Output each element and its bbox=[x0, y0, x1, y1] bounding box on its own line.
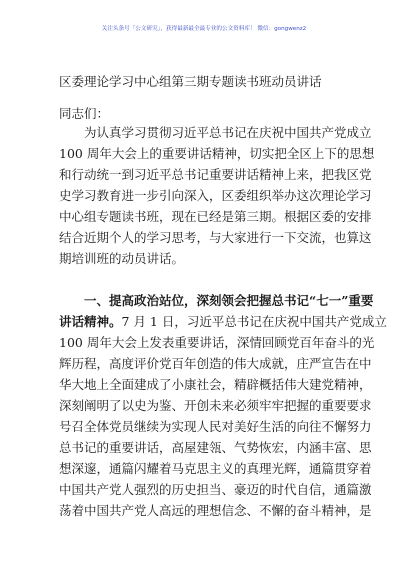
paragraph-line: 结合近期个人的学习思考，与大家进行一下交流，也算这 bbox=[59, 230, 372, 245]
paragraph-line: 辉历程，高度评价党百年创造的伟大成就，庄严宣告在中 bbox=[59, 356, 372, 371]
paragraph-line: 号召全体党员继续为实现人民对美好生活的向往不懈努力 bbox=[59, 419, 372, 434]
paragraph-line: 100 周年大会上的重要讲话精神，切实把全区上下的思想 bbox=[59, 146, 375, 161]
paragraph-line: 中国共产党人强烈的历史担当、豪迈的时代自信，通篇激 bbox=[59, 482, 372, 497]
document-title: 区委理论学习中心组第三期专题读书班动员讲话 bbox=[59, 74, 322, 89]
paragraph-line: 荡着中国共产党人高远的理想信念、不懈的奋斗精神，是 bbox=[59, 503, 372, 518]
paragraph-text: 7 月 1 日，习近平总书记在庆祝中国共产党成立 bbox=[121, 314, 387, 329]
paragraph-2 bbox=[59, 290, 387, 521]
paragraph-line: 总书记的重要讲话，高屋建瓴、气势恢宏，内涵丰富、思 bbox=[59, 440, 372, 455]
section-heading: 一、提高政治站位，深刻领会把握总书记“七一”重要 bbox=[59, 293, 374, 308]
paragraph-line: 为认真学习贯彻习近平总书记在庆祝中国共产党成立 bbox=[59, 125, 372, 140]
paragraph-line: 期培训班的动员讲话。 bbox=[59, 251, 185, 266]
paragraph-line: 史学习教育进一步引向深入，区委组织举办这次理论学习 bbox=[59, 188, 372, 203]
paragraph-1 bbox=[59, 122, 375, 269]
paragraph-line: 华大地上全面建成了小康社会，精辟概括伟大建党精神， bbox=[59, 377, 372, 392]
paragraph-line bbox=[59, 311, 387, 332]
paragraph-line: 100 周年大会上发表重要讲话，深情回顾党百年奋斗的光 bbox=[59, 335, 375, 350]
paragraph-line: 想深邃，通篇闪耀着马克思主义的真理光辉，通篇贯穿着 bbox=[59, 461, 372, 476]
section-heading-tail: 讲话精神。 bbox=[59, 314, 122, 329]
paragraph-line: 和行动统一到习近平总书记重要讲话精神上来，把我区党 bbox=[59, 167, 372, 182]
paragraph-line: 深刻阐明了以史为鉴、开创未来必须牢牢把握的重要要求 bbox=[59, 398, 372, 413]
paragraph-line: 中心组专题读书班，现在已经是第三期。根据区委的安排 bbox=[59, 209, 372, 224]
header-banner: 关注头条号「公文研究」，获得最新最全最专业的公文资料库！ 微信：gongwenz2 bbox=[101, 26, 307, 32]
greeting: 同志们： bbox=[59, 106, 110, 121]
